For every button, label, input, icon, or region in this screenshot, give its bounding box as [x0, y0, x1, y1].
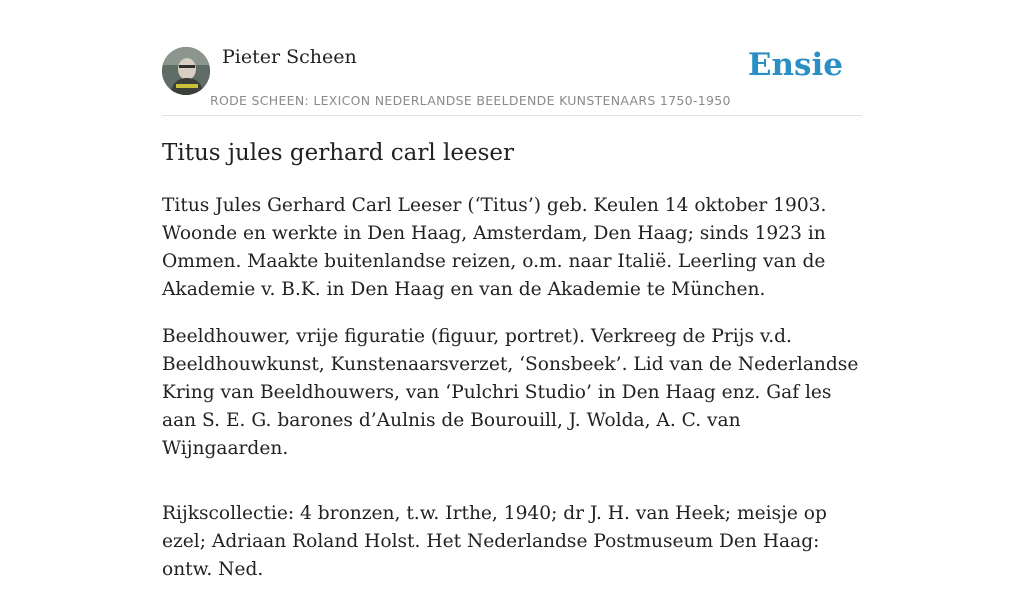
brand-logo[interactable]: Ensie — [747, 47, 843, 83]
article-paragraph: Titus Jules Gerhard Carl Leeser (‘Titus’) geb. Keulen 14 oktober 1903. Woonde en werkte in Den Haag, Amsterdam, Den Haag; sinds 1923 in Ommen. Maakte buitenlandse reizen, o.m. naar Italië. Leerling van de Akademie v. B.K. in Den Haag en van de Akademie te München. — [162, 195, 827, 300]
author-avatar[interactable] — [162, 47, 210, 95]
article-paragraph: Beeldhouwer, vrije figuratie (figuur, portret). Verkreeg de Prijs v.d. Beeldhouwkunst, Kunstenaarsverzet, ‘Sonsbeek’. Lid van de Nederlandse Kring van Beeldhouwers, van ‘Pulchri Studio’ in Den Haag enz. Gaf les aan S. E. G. barones d’Aulnis de Bourouill, J. Wolda, A. C. van Wijngaarden. — [162, 326, 859, 459]
article-title: Titus jules gerhard carl leeser — [162, 140, 515, 166]
article-paragraph: Rijkscollectie: 4 bronzen, t.w. Irthe, 1940; dr J. H. van Heek; meisje op ezel; Adriaan Roland Holst. Het Nederlandse Postmuseum Den Haag: ontw. Ned. — [162, 503, 827, 580]
article-body — [162, 192, 862, 603]
author-name[interactable]: Pieter Scheen — [222, 46, 357, 68]
header-divider — [162, 115, 862, 116]
avatar-photo-icon — [162, 47, 210, 95]
source-title[interactable]: RODE SCHEEN: LEXICON NEDERLANDSE BEELDENDE KUNSTENAARS 1750-1950 — [210, 93, 731, 108]
